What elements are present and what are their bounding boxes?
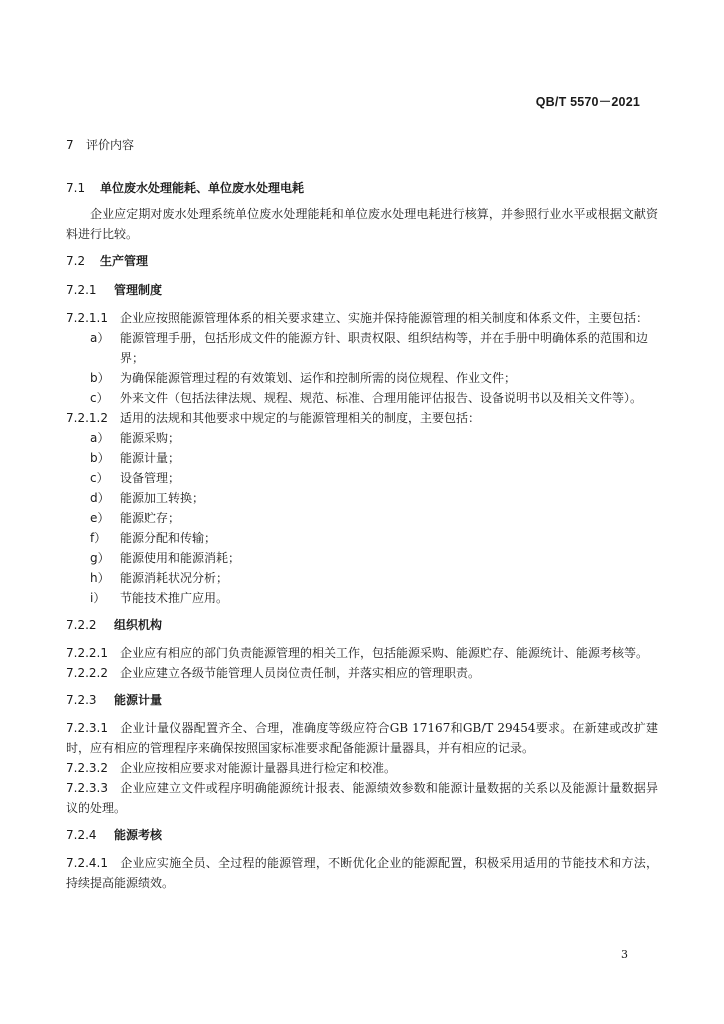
section-heading-7-2-3 (66, 691, 658, 708)
section-heading-7-1 (66, 179, 658, 196)
section-title: 评价内容 (86, 138, 135, 152)
clause-7-2-3-1 (66, 718, 658, 758)
list-marker: a） (90, 431, 110, 445)
list-marker: a） (90, 331, 110, 345)
clause-text: 企业应建立各级节能管理人员岗位责任制，并落实相应的管理职责。 (119, 666, 480, 680)
clause-text: 企业应实施全员、全过程的能源管理，不断优化企业的能源配置，积极采用适用的节能技术和方法，持续提高能源绩效。 (66, 856, 658, 890)
section-number: 7.2.1 (66, 283, 97, 297)
section-title: 单位废水处理能耗、单位废水处理电耗 (100, 181, 305, 195)
list-item-text: 能源消耗状况分析； (120, 571, 229, 585)
list-item (66, 328, 658, 368)
list-item (66, 528, 658, 548)
list-item-text: 能源贮存； (120, 511, 181, 525)
list-item-text: 设备管理； (120, 471, 181, 485)
list-marker: g） (90, 551, 110, 565)
clause-7-2-3-3 (66, 778, 658, 818)
clause-number: 7.2.4.1 (66, 856, 108, 870)
list-marker: c） (90, 471, 109, 485)
section-title: 能源考核 (114, 828, 163, 842)
clause-7-2-1-1 (66, 308, 658, 328)
clause-number: 7.2.1.2 (66, 411, 108, 425)
list-marker: b） (90, 371, 110, 385)
clause-number: 7.2.3.3 (66, 781, 108, 795)
section-title: 生产管理 (100, 254, 149, 268)
list-item-text: 能源分配和传输； (120, 531, 217, 545)
clause-text: 企业应建立文件或程序明确能源统计报表、能源绩效参数和能源计量数据的关系以及能源计量数据异议的处理。 (66, 781, 658, 815)
clause-number: 7.2.3.1 (66, 721, 108, 735)
section-7-1-body: 企业应定期对废水处理系统单位废水处理能耗和单位废水处理电耗进行核算，并参照行业水平或根据文献资料进行比较。 (66, 207, 658, 241)
list-marker: h） (90, 571, 110, 585)
list-item (66, 588, 658, 608)
list-item (66, 488, 658, 508)
list-marker: b） (90, 451, 110, 465)
section-title: 管理制度 (114, 283, 163, 297)
clause-7-2-2-1 (66, 643, 658, 663)
list-marker: f） (90, 531, 107, 545)
section-number: 7 (66, 138, 74, 152)
clause-7-2-4-1 (66, 853, 658, 893)
section-heading-7-2 (66, 252, 658, 269)
page-number: 3 (621, 948, 628, 961)
list-item (66, 548, 658, 568)
list-item-text: 为确保能源管理过程的有效策划、运作和控制所需的岗位规程、作业文件； (120, 371, 517, 385)
section-heading-7-2-4 (66, 826, 658, 843)
section-number: 7.1 (66, 181, 86, 195)
list-item (66, 388, 658, 408)
clause-7-2-1-2 (66, 408, 658, 428)
clause-text: 企业计量仪器配置齐全、合理，准确度等级应符合GB 17167和GB/T 29454要求。在新建或改扩建时，应有相应的管理程序来确保按照国家标准要求配备能源计量器具，并有相应的记录。 (66, 721, 658, 755)
list-item (66, 468, 658, 488)
list-item-text: 能源采购； (120, 431, 181, 445)
standard-code: QB/T 5570－2021 (535, 95, 640, 109)
page-content (66, 136, 658, 893)
list-item (66, 368, 658, 388)
section-title: 能源计量 (114, 693, 163, 707)
list-item-text: 能源计量； (120, 451, 181, 465)
clause-number: 7.2.3.2 (66, 761, 108, 775)
clause-7-2-2-2 (66, 663, 658, 683)
clause-7-2-3-2 (66, 758, 658, 778)
list-item (66, 448, 658, 468)
section-heading-7-2-2 (66, 616, 658, 633)
section-number: 7.2 (66, 254, 86, 268)
clause-text: 企业应按照能源管理体系的相关要求建立、实施并保持能源管理的相关制度和体系文件，主要包括： (119, 311, 648, 325)
clause-text: 适用的法规和其他要求中规定的与能源管理相关的制度，主要包括： (119, 411, 480, 425)
list-item (66, 428, 658, 448)
list-item-text: 节能技术推广应用。 (120, 591, 229, 605)
list-marker: i） (90, 591, 106, 605)
section-number: 7.2.4 (66, 828, 97, 842)
section-number: 7.2.2 (66, 618, 97, 632)
clause-text: 企业应有相应的部门负责能源管理的相关工作，包括能源采购、能源贮存、能源统计、能源考核等。 (119, 646, 648, 660)
list-item-text: 能源加工转换； (120, 491, 205, 505)
clause-number: 7.2.1.1 (66, 311, 108, 325)
clause-number: 7.2.2.2 (66, 666, 108, 680)
list-item-text: 能源使用和能源消耗； (120, 551, 241, 565)
section-number: 7.2.3 (66, 693, 97, 707)
section-heading-7-2-1 (66, 281, 658, 298)
list-item-text: 外来文件（包括法律法规、规程、规范、标准、合理用能评估报告、设备说明书以及相关文件等）。 (120, 391, 643, 405)
list-item (66, 568, 658, 588)
list-item-text: 能源管理手册，包括形成文件的能源方针、职责权限、组织结构等，并在手册中明确体系的范围和边界； (120, 331, 649, 365)
list-marker: c） (90, 391, 109, 405)
clause-number: 7.2.2.1 (66, 646, 108, 660)
section-title: 组织机构 (114, 618, 163, 632)
list-marker: d） (90, 491, 110, 505)
section-heading-7 (66, 136, 658, 153)
list-marker: e） (90, 511, 110, 525)
clause-text: 企业应按相应要求对能源计量器具进行检定和校准。 (119, 761, 396, 775)
list-item (66, 508, 658, 528)
